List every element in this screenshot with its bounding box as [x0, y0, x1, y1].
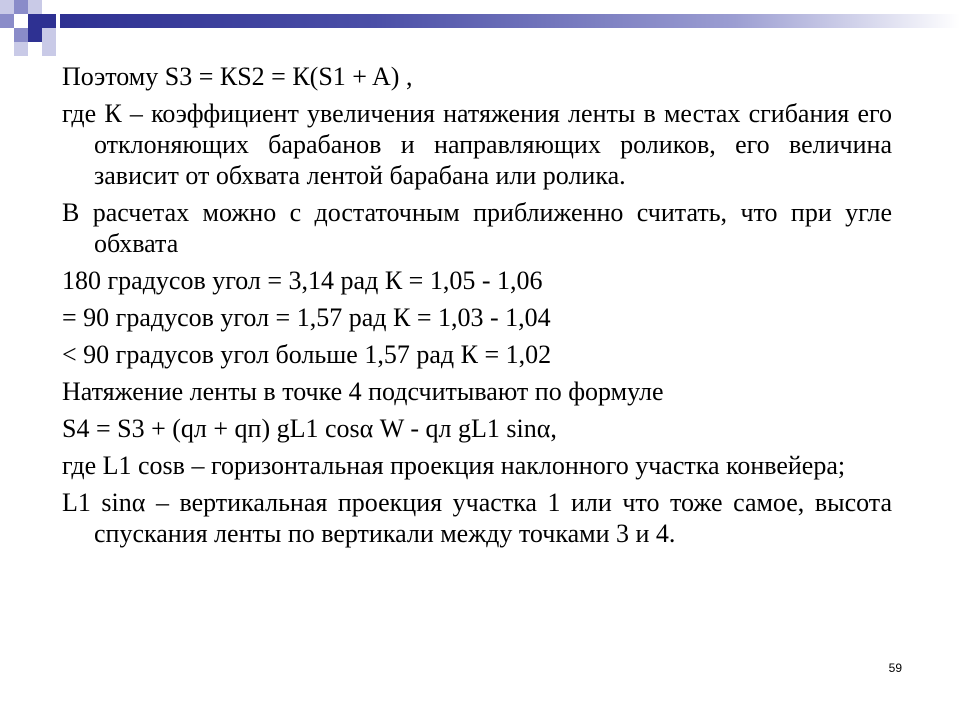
paragraph-coefficient-k: где К – коэффициент увеличения натяжения ленты в местах сгибания его отклоняющих барабанов и направляющих роликов, его величина зависит от обхвата лентой барабана или ролика. [62, 99, 892, 190]
paragraph-formula-s3: Поэтому S3 = КS2 = К(S1 + A) , [62, 62, 413, 91]
paragraph-angle-180: 180 градусов угол = 3,14 рад К = 1,05 - 1,06 [62, 266, 543, 295]
paragraph-angle-90: = 90 градусов угол = 1,57 рад К = 1,03 - 1,04 [62, 303, 551, 332]
paragraph-formula-s4: S4 = S3 + (qл + qп) gL1 cosα W - qл gL1 sinα, [62, 414, 557, 443]
paragraph-angle-less-90: < 90 градусов угол больше 1,57 рад К = 1,02 [62, 340, 552, 369]
paragraph-tension-point-4: Натяжение ленты в точке 4 подсчитывают по формуле [62, 377, 664, 406]
title-bar [60, 14, 960, 28]
corner-decoration [0, 0, 80, 62]
paragraph-horizontal-projection: где L1 cosв – горизонтальная проекция наклонного участка конвейера; [62, 451, 846, 480]
paragraph-approximation: В расчетах можно с достаточным приближенно считать, что при угле обхвата [62, 198, 892, 258]
slide-content [62, 61, 892, 555]
page-number: 59 [888, 661, 902, 675]
paragraph-vertical-projection: L1 sinα – вертикальная проекция участка 1 или что тоже самое, высота спускания ленты по вертикали между точками 3 и 4. [62, 488, 892, 548]
